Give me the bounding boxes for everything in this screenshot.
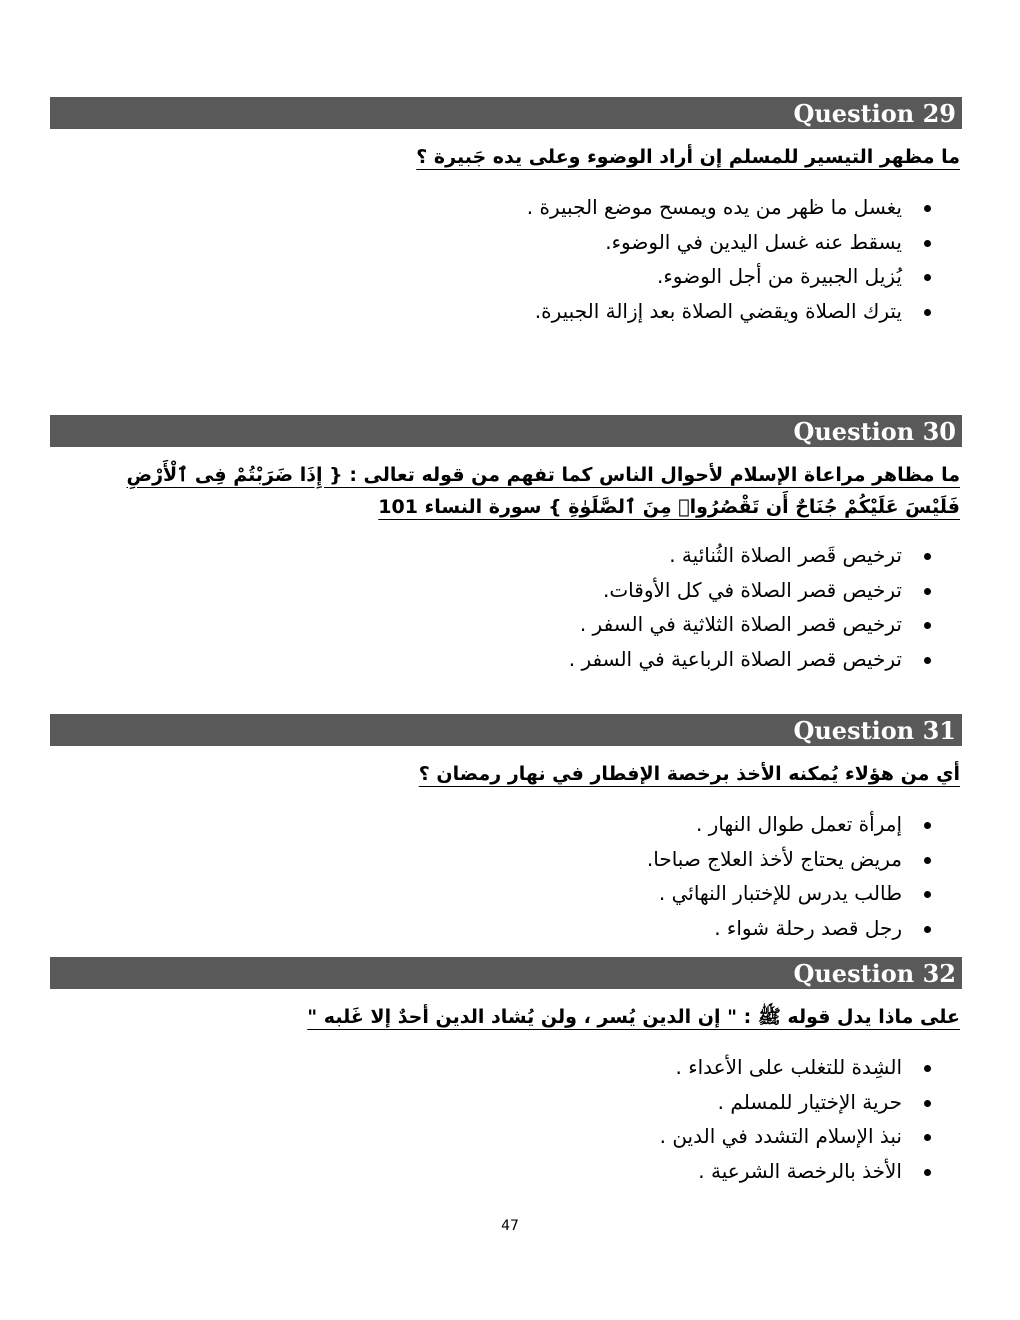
answer-options [647,807,902,945]
answer-option[interactable]: يترك الصلاة ويقضي الصلاة بعد إزالة الجبيرة. [527,294,902,329]
question-header [50,415,962,447]
question-label: Question 32 [793,958,956,988]
question-header [50,97,962,129]
answer-option[interactable]: ترخيص قصر الصلاة الرباعية في السفر . [569,642,902,677]
answer-option[interactable]: مريض يحتاج لأخذ العلاج صباحا. [647,842,902,877]
answer-option[interactable]: نبذ الإسلام التشدد في الدين . [660,1119,902,1154]
answer-option[interactable]: الشِدة للتغلب على الأعداء . [660,1050,902,1085]
answer-option[interactable]: يسقط عنه غسل اليدين في الوضوء. [527,225,902,260]
answer-option[interactable]: الأخذ بالرخصة الشرعية . [660,1154,902,1189]
question-label: Question 31 [793,715,956,745]
question-label: Question 30 [793,416,956,446]
answer-option[interactable]: يغسل ما ظهر من يده ويمسح موضع الجبيرة . [527,190,902,225]
question-header [50,957,962,989]
question-text: على ماذا يدل قوله ﷺ : " إن الدين يُسر ، ولن يُشاد الدين أحدٌ إلا غَلبه " [307,1006,960,1028]
question-text: ما مظهر التيسير للمسلم إن أراد الوضوء وعلى يده جَبيرة ؟ [416,146,960,168]
answer-options [660,1050,902,1188]
question-text: ما مظاهر مراعاة الإسلام لأحوال الناس كما تفهم من قوله تعالى : { إِذَا ضَرَبْتُمْ فِى ٱلْأَرْضِ فَلَيْسَ عَلَيْكُمْ جُنَاحٌ أَن تَقْصُرُوا۟ مِنَ ٱلصَّلَوٰةِ } سورة النساء 101 [126,464,960,518]
answer-option[interactable]: رجل قصد رحلة شواء . [647,911,902,946]
page-number: 47 [501,1218,519,1234]
answer-option[interactable]: إمرأة تعمل طوال النهار . [647,807,902,842]
answer-options [527,190,902,328]
answer-option[interactable]: حرية الإختيار للمسلم . [660,1085,902,1120]
question-label: Question 29 [793,98,956,128]
answer-option[interactable]: ترخيص قصر الصلاة الثلاثية في السفر . [569,607,902,642]
answer-option[interactable]: ترخيص قصر الصلاة في كل الأوقات. [569,573,902,608]
answer-option[interactable]: يُزيل الجبيرة من أجل الوضوء. [527,259,902,294]
question-text: أي من هؤلاء يُمكنه الأخذ برخصة الإفطار في نهار رمضان ؟ [418,763,960,785]
answer-option[interactable]: ترخيص قَصر الصلاة الثُنائية . [569,538,902,573]
answer-options [569,538,902,676]
question-header [50,714,962,746]
answer-option[interactable]: طالب يدرس للإختبار النهائي . [647,876,902,911]
